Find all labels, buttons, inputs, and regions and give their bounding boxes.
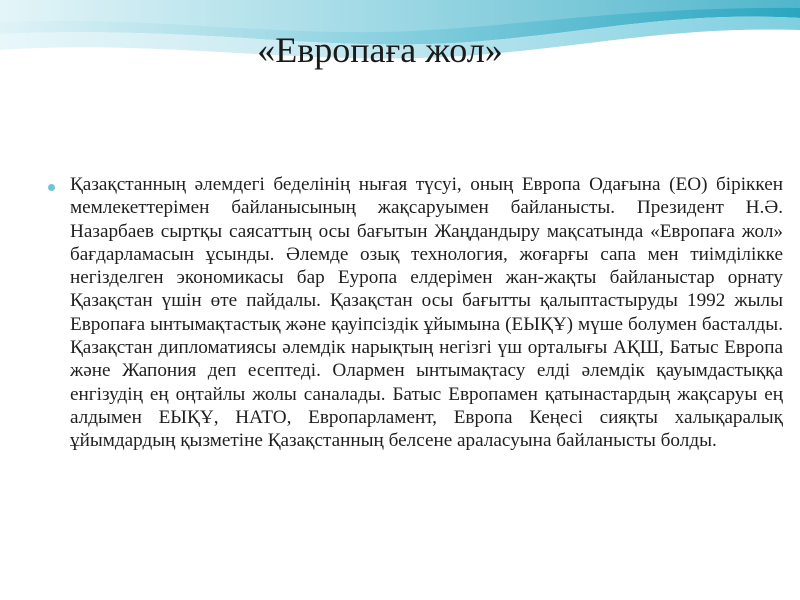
bullet-icon [48, 184, 55, 191]
slide-body [70, 173, 783, 453]
bullet-paragraph: Қазақстанның әлемдегі беделінің нығая түсуі, оның Европа Одағына (ЕО) біріккен мемлекеттерімен байланысының жақсаруымен байланысты. Президент Н.Ә. Назарбаев сыртқы саясаттың осы бағытын Жаңдандыру мақсатында «Европаға жол» бағдарламасын ұсынды. Әлемде озық технология, жоғарғы сапа мен тиімділікке негізделген экономикасы бар Еуропа елдерімен жан-жақты байланыстар орнату Қазақстан үшін өте пайдалы. Қазақстан осы бағытты қалыптастыруды 1992 жылы Европаға ынтымақтастық және қауіпсіздік ұйымына (ЕЫҚҰ) мүше болумен басталды. Қазақстан дипломатиясы әлемдік нарықтың негізгі үш орталығы АҚШ, Батыс Европа және Жапония деп есептеді. Олармен ынтымақтасу елді әлемдік қауымдастыққа енгізудің ең оңтайлы жолы саналады. Батыс Европамен қатынастардың жақсаруы ең алдымен ЕЫҚҰ, НАТО, Европарламент, Европа Кеңесі сияқты халықаралық ұйымдардың қызметіне Қазақстанның белсене араласуына байланысты болды. [70, 174, 783, 452]
slide-title: «Европаға жол» [257, 30, 503, 70]
